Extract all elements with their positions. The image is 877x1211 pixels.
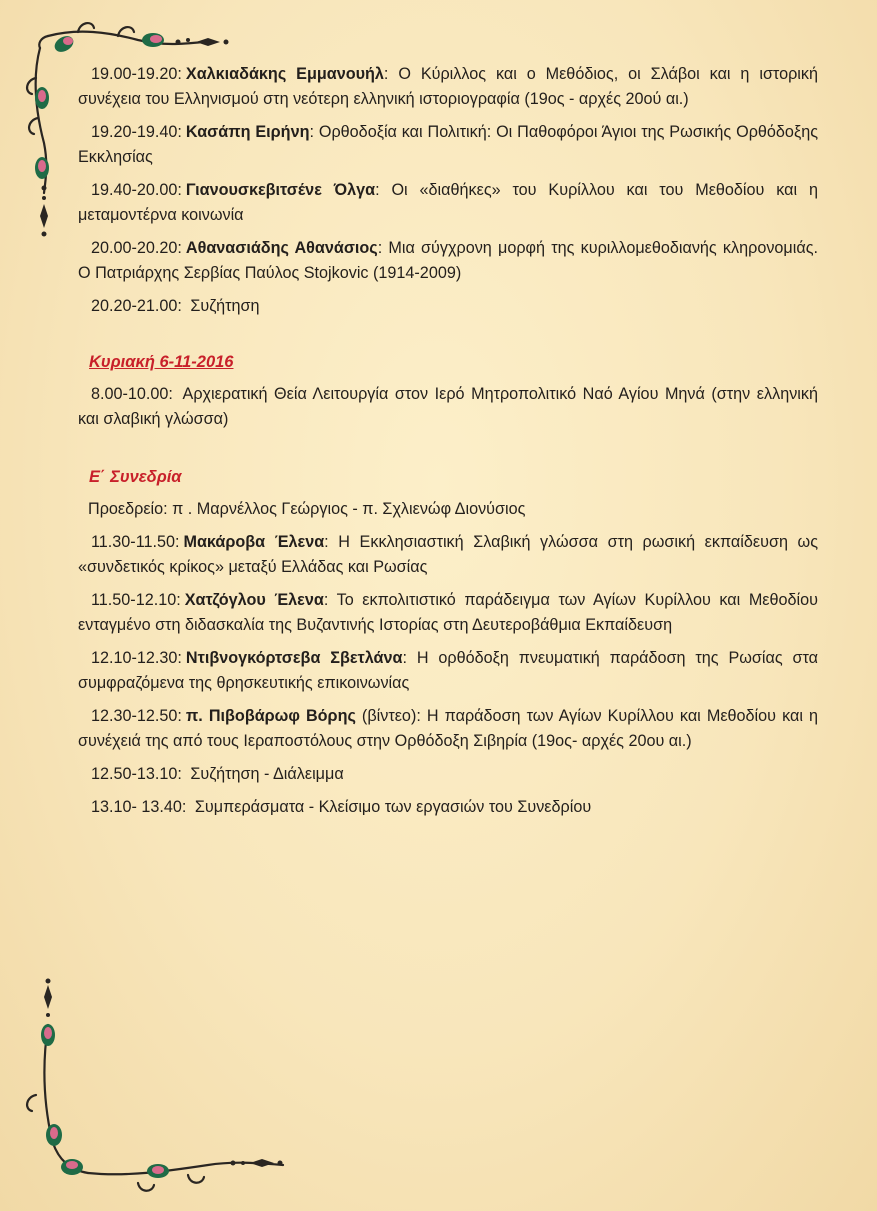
session-chairs: Προεδρείο: π . Μαρνέλλος Γεώργιος - π. Σχλιενώφ Διονύσιος (88, 500, 526, 518)
entry-suffix: (βίντεο): (355, 707, 421, 725)
entry-title: Οι «διαθήκες» του Κυρίλλου και του Μεθοδίου και η μεταμοντέρνα κοινωνία (78, 181, 819, 224)
entry-suffix: : (377, 239, 383, 257)
entry-time: 12.30-12.50: (91, 707, 182, 725)
entry-time: 20.20-21.00: (91, 297, 182, 315)
programme-entry (78, 62, 818, 112)
entry-title: Συζήτηση - Διάλειμμα (190, 765, 344, 783)
floral-corner-ornament-bottom (18, 975, 318, 1200)
programme-entry (78, 646, 818, 696)
entry-speaker: Γιανουσκεβιτσένε Όλγα (185, 181, 376, 199)
session-heading: Ε΄ Συνεδρία (89, 468, 182, 486)
programme-entry (78, 236, 818, 286)
entry-time: 12.10-12.30: (91, 649, 182, 667)
entry-speaker: π. Πιβοβάρωφ Βόρης (185, 707, 356, 725)
programme-entry (78, 382, 818, 432)
entry-title: Ο Κύριλλος και ο Μεθόδιος, οι Σλάβοι και η ιστορική συνέχεια του Ελληνισμού στη νεότερη ελληνική ιστοριογραφία (19ος - αρχές 20ού αι.) (78, 65, 819, 108)
entry-time: 20.00-20.20: (91, 239, 182, 257)
entry-speaker: Ντιβνογκόρτσεβα Σβετλάνα (185, 649, 403, 667)
entry-suffix: : (324, 533, 329, 551)
programme-entry (78, 704, 818, 754)
entry-suffix: : (309, 123, 314, 141)
entry-time: 11.30-11.50: (91, 533, 180, 551)
entry-title: Το εκπολιτιστικό παράδειγμα των Αγίων Κυρίλλου και Μεθοδίου ενταγμένο στη διδασκαλία της Βυζαντινής Ιστορίας στη Δευτεροβάθμια Εκπαίδευση (78, 591, 818, 634)
entry-time: 12.50-13.10: (91, 765, 182, 783)
entry-time: 8.00-10.00: (91, 385, 173, 403)
entry-title: Η παράδοση των Αγίων Κυρίλλου και Μεθοδίου και η συνέχειά της από τους Ιεραποστόλους στην Ορθόδοξη Σιβηρία (19ος- αρχές 20ου αι.) (78, 707, 818, 750)
programme-content (78, 62, 818, 828)
entry-title: Ορθοδοξία και Πολιτική: Οι Παθοφόροι Άγιοι της Ρωσικής Ορθόδοξης Εκκλησίας (78, 123, 818, 166)
programme-entry (78, 762, 818, 787)
programme-entry (78, 530, 818, 580)
entry-time: 19.40-20.00: (91, 181, 182, 199)
sunday-date-heading: Κυριακή 6-11-2016 (89, 353, 234, 371)
entry-time: 11.50-12.10: (91, 591, 181, 609)
entry-suffix: : (323, 591, 329, 609)
programme-entry (78, 120, 818, 170)
programme-entry (78, 294, 818, 319)
entry-suffix: : (383, 65, 389, 83)
entry-speaker: Μακάροβα Έλενα (183, 533, 325, 551)
entry-title: Η Εκκλησιαστική Σλαβική γλώσσα στη ρωσική εκπαίδευση ως «συνδετικός κρίκος» μεταξύ Ελλάδας και Ρωσίας (78, 533, 818, 576)
programme-entry (78, 795, 818, 820)
entry-speaker: Αθανασιάδης Αθανάσιος (185, 239, 378, 257)
programme-entry (78, 178, 818, 228)
entry-speaker: Χαλκιαδάκης Εμμανουήλ (185, 65, 384, 83)
entry-time: 19.00-19.20: (91, 65, 182, 83)
entry-speaker: Χατζόγλου Έλενα (184, 591, 324, 609)
entry-suffix: : (375, 181, 380, 199)
entry-speaker: Κασάπη Ειρήνη (185, 123, 310, 141)
entry-title: Μια σύγχρονη μορφή της κυριλλομεθοδιανής κληρονομιάς. Ο Πατριάρχης Σερβίας Παύλος Stojkovic (1914-2009) (78, 239, 819, 282)
entry-title: Συζήτηση (190, 297, 260, 315)
entry-time: 13.10- 13.40: (91, 798, 187, 816)
programme-entry (78, 588, 818, 638)
entry-title: Συμπεράσματα - Κλείσιμο των εργασιών του Συνεδρίου (194, 798, 592, 816)
entry-suffix: : (402, 649, 407, 667)
entry-time: 19.20-19.40: (91, 123, 182, 141)
entry-title: Η ορθόδοξη πνευματική παράδοση της Ρωσίας στα συμφραζόμενα της θρησκευτικής επικοινωνίας (78, 649, 818, 692)
entry-title: Αρχιερατική Θεία Λειτουργία στον Ιερό Μητροπολιτικό Ναό Αγίου Μηνά (στην ελληνική και σλαβική γλώσσα) (78, 385, 818, 428)
